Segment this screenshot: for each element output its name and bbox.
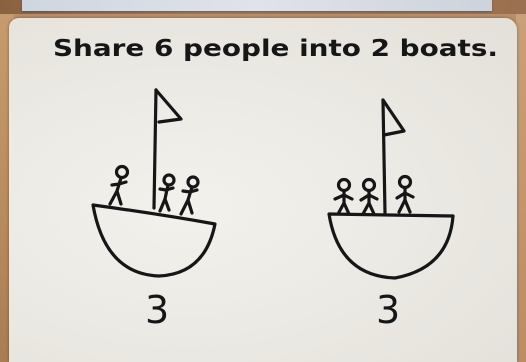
count-right: 3 [376, 288, 401, 332]
person-5 [361, 180, 377, 215]
mast-right [383, 100, 385, 213]
hull-right [329, 214, 453, 278]
whiteboard-drawing [9, 18, 517, 362]
boat-left [93, 90, 215, 276]
wooden-frame-right [516, 14, 526, 362]
flag-right [383, 100, 404, 135]
boat-right [329, 100, 453, 278]
person-2 [160, 175, 174, 211]
count-left: 3 [145, 288, 170, 332]
person-6 [397, 177, 413, 213]
second-whiteboard-edge [22, 0, 492, 11]
whiteboard [9, 18, 517, 362]
mast-left [154, 90, 156, 208]
task-heading: Share 6 people into 2 boats. [53, 36, 499, 62]
person-1 [110, 167, 128, 205]
flag-left [156, 90, 181, 122]
hull-left [93, 205, 215, 276]
person-3 [181, 177, 198, 214]
person-4 [335, 180, 352, 215]
